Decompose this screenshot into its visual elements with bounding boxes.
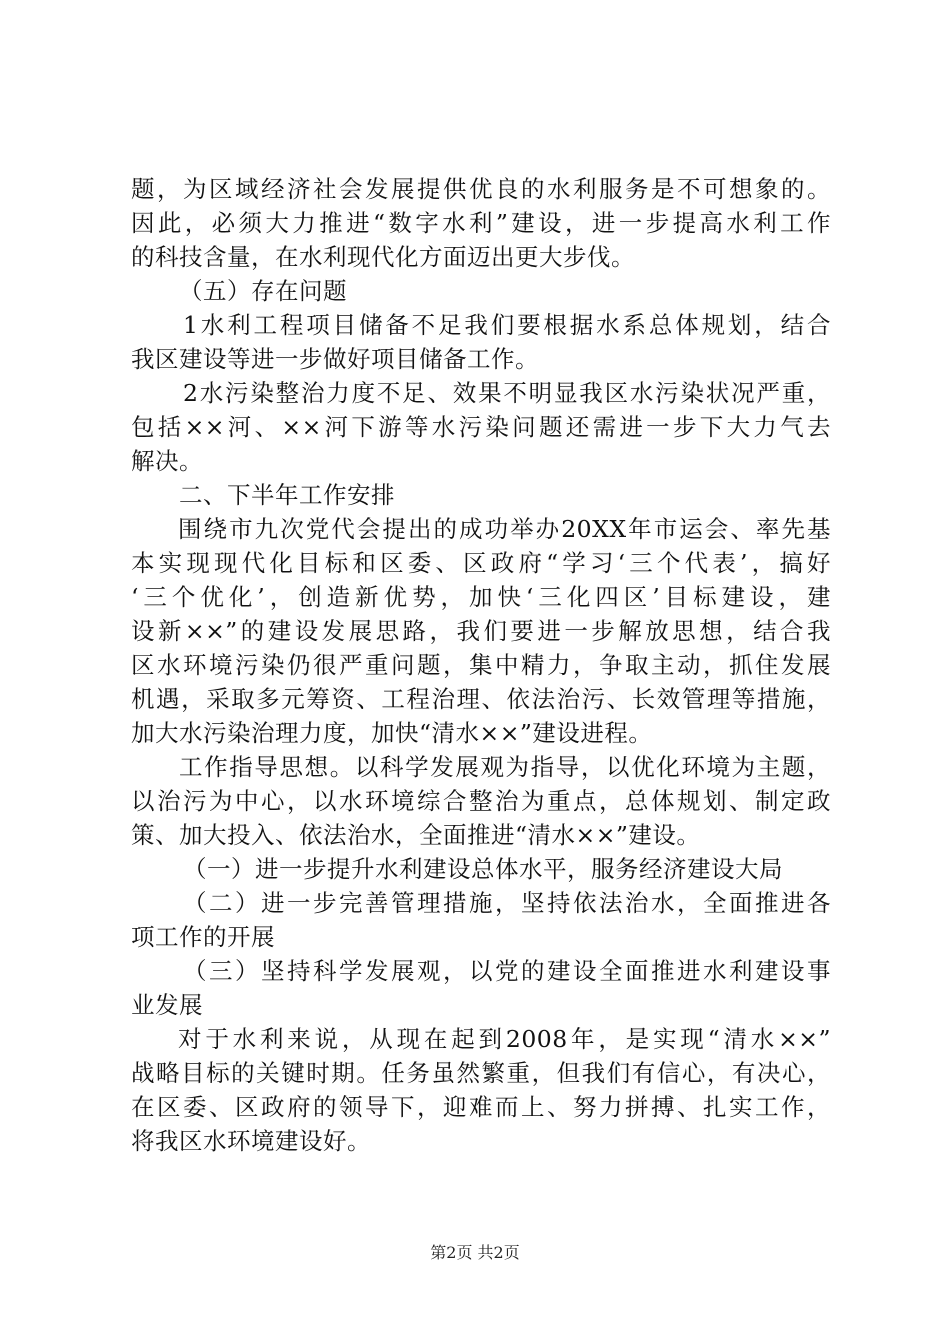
list-item: （三）坚持科学发展观，以党的建设全面推进水利建设事 (183, 957, 831, 985)
text-line: 设新××”的建设发展思路，我们要进一步解放思想，结合我 (131, 617, 831, 645)
text-line: 解决。 (131, 447, 203, 475)
text-line: 在区委、区政府的领导下，迎难而上、努力拼搏、扎实工作， (131, 1093, 831, 1121)
text-line: 我区建设等进一步做好项目储备工作。 (131, 345, 539, 373)
text-line: 策、加大投入、依法治水，全面推进“清水××”建设。 (131, 821, 701, 849)
list-item: （二）进一步完善管理措施，坚持依法治水，全面推进各 (183, 889, 831, 917)
text-line: 因此，必须大力推进“数字水利”建设，进一步提高水利工作 (131, 209, 831, 237)
text-line: 工作指导思想。以科学发展观为指导，以优化环境为主题， (179, 753, 831, 781)
text-line: 将我区水环境建设好。 (131, 1127, 371, 1155)
page-number: 第2页 共2页 (430, 1243, 520, 1262)
text-line: 业发展 (131, 991, 203, 1019)
text-line: 1水利工程项目储备不足我们要根据水系总体规划，结合 (183, 311, 831, 339)
text-line: 项工作的开展 (131, 923, 275, 951)
text-line: 战略目标的关键时期。任务虽然繁重，但我们有信心，有决心， (131, 1059, 831, 1087)
text-line: ‘三个优化’，创造新优势，加快‘三化四区’目标建设，建 (131, 583, 831, 611)
text-line: 对于水利来说，从现在起到2008年，是实现“清水××” (178, 1025, 831, 1053)
text-line: 以治污为中心，以水环境综合整治为重点，总体规划、制定政 (131, 787, 831, 815)
text-line: 包括××河、××河下游等水污染问题还需进一步下大力气去 (131, 413, 831, 441)
text-line: 区水环境污染仍很严重问题，集中精力，争取主动，抓住发展 (131, 651, 831, 679)
text-line: 机遇，采取多元筹资、工程治理、依法治污、长效管理等措施， (131, 685, 831, 713)
text-line: 本实现现代化目标和区委、区政府“学习‘三个代表’，搞好 (131, 549, 831, 577)
text-line: 加大水污染治理力度，加快“清水××”建设进程。 (131, 719, 653, 747)
text-line: 围绕市九次党代会提出的成功举办20XX年市运会、率先基 (178, 515, 831, 543)
list-item: （一）进一步提升水利建设总体水平，服务经济建设大局 (183, 855, 783, 883)
section-heading: （五）存在问题 (179, 277, 347, 305)
text-line: 题，为区域经济社会发展提供优良的水利服务是不可想象的。 (131, 175, 831, 203)
section-heading: 二、下半年工作安排 (179, 481, 395, 509)
text-line: 2水污染整治力度不足、效果不明显我区水污染状况严重， (183, 379, 831, 407)
text-line: 的科技含量，在水利现代化方面迈出更大步伐。 (131, 243, 635, 271)
document-body (131, 172, 831, 1158)
